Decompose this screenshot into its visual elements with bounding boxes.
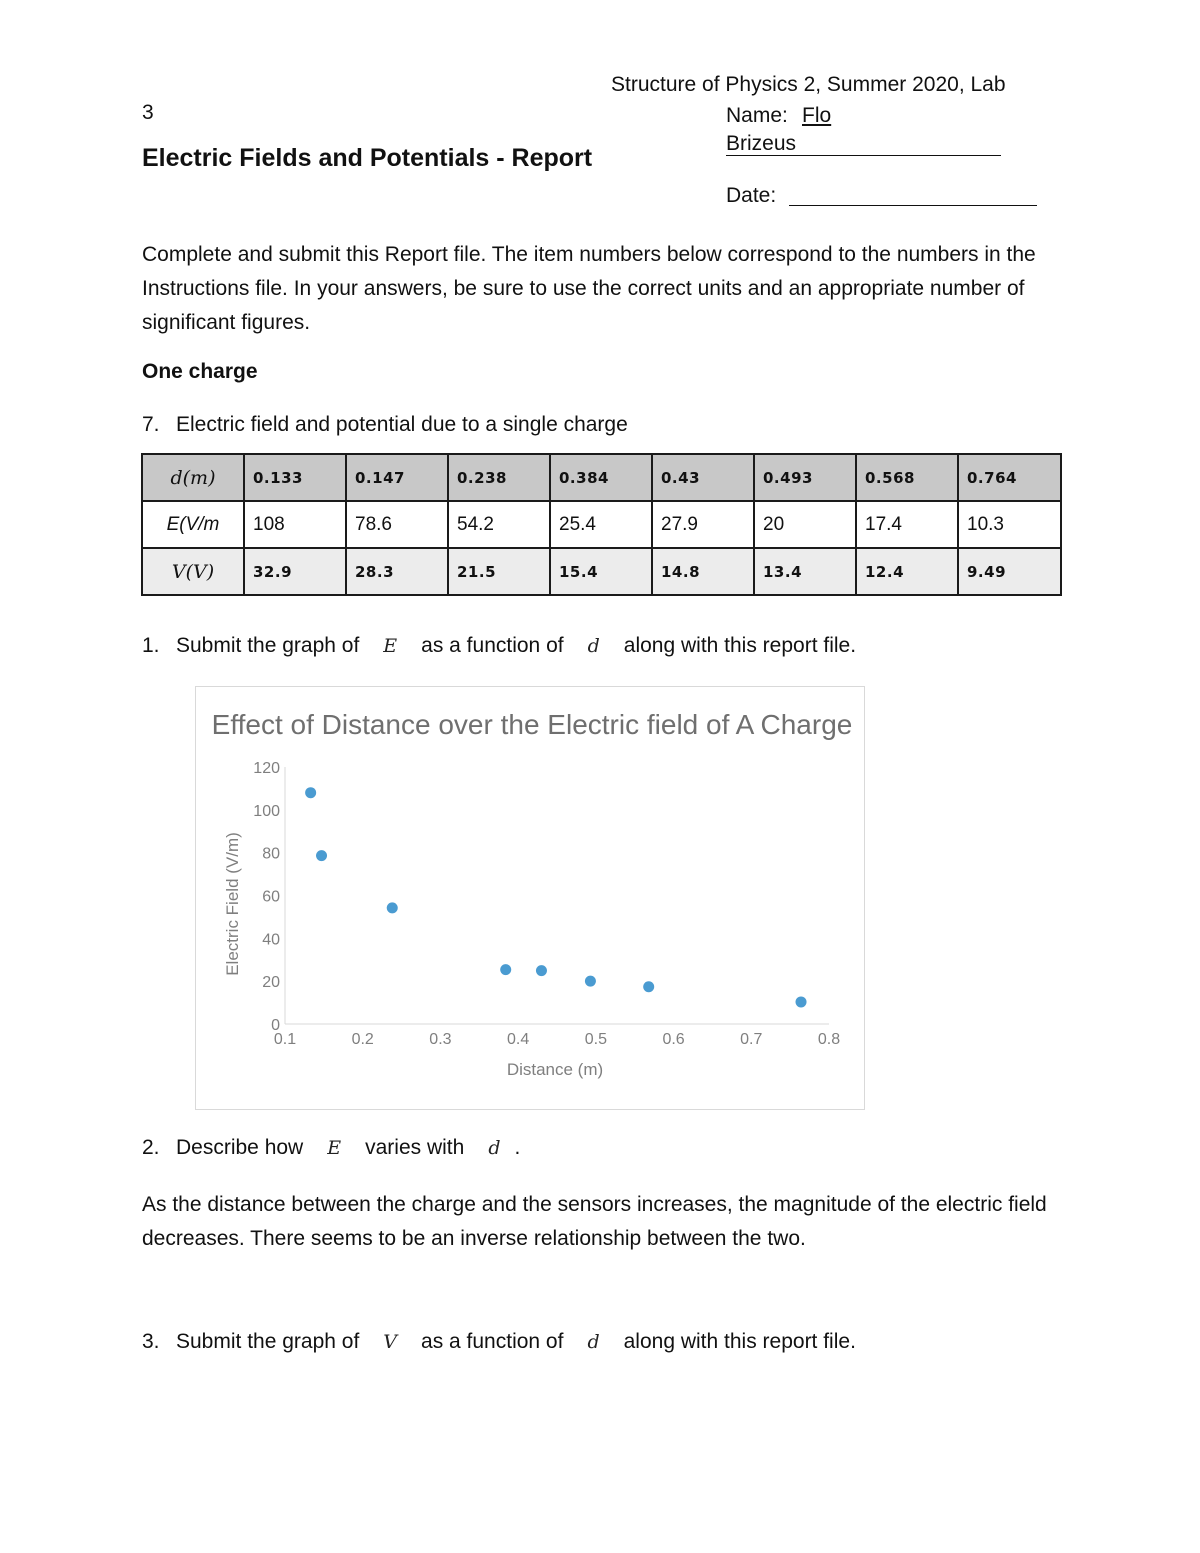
data-point — [536, 965, 547, 976]
table-cell: 0.147 — [346, 454, 448, 501]
table-cell: 0.568 — [856, 454, 958, 501]
table-cell: 0.493 — [754, 454, 856, 501]
scatter-chart — [196, 687, 864, 1109]
table-cell: 25.4 — [550, 501, 652, 548]
name-label: Name: — [726, 104, 788, 127]
data-point — [585, 976, 596, 987]
item-2-post: . — [514, 1136, 521, 1159]
item-7-text: Electric field and potential due to a single charge — [176, 413, 628, 436]
item-2-pre: Describe how — [176, 1136, 304, 1159]
x-tick-label: 0.5 — [584, 1031, 607, 1048]
table-cell: 28.3 — [346, 548, 448, 595]
item-2 — [142, 1136, 520, 1160]
chart-container — [195, 686, 865, 1110]
intro-paragraph: Complete and submit this Report file. The item numbers below correspond to the numbers in the Instructions file. In your answers, be sure to use the correct units and an appropriate number of significant figures. — [142, 243, 1036, 334]
data-point — [643, 981, 654, 992]
data-point — [316, 850, 327, 861]
y-tick-label: 20 — [262, 974, 280, 992]
table-row-field — [142, 501, 1061, 548]
table-cell: 108 — [244, 501, 346, 548]
table-cell: 0.238 — [448, 454, 550, 501]
lab-number: 3 — [142, 101, 154, 124]
data-points — [305, 787, 806, 1007]
table-row-distance — [142, 454, 1061, 501]
item-2-mid: varies with — [365, 1136, 465, 1159]
item-3-var-v: V — [383, 1331, 398, 1353]
y-tick-label: 80 — [262, 845, 280, 863]
y-tick-label: 100 — [253, 802, 280, 820]
chart-title: Effect of Distance over the Electric field of A Charge — [211, 709, 853, 740]
table-cell: 14.8 — [652, 548, 754, 595]
y-tick-label: 0 — [271, 1017, 280, 1034]
row-header-v: V(V) — [142, 548, 244, 595]
x-tick-labels — [274, 1031, 840, 1048]
x-axis-label: Distance (m) — [506, 1060, 604, 1079]
answer-2-paragraph: As the distance between the charge and the sensors increases, the magnitude of the electric field decreases. There seems to be an inverse relationship between the two. — [142, 1193, 1047, 1250]
item-3-mid: as a function of — [421, 1330, 564, 1353]
item-3-post: along with this report file. — [623, 1330, 856, 1353]
y-tick-label: 120 — [253, 760, 280, 777]
x-tick-label: 0.7 — [740, 1031, 763, 1048]
item-2-var-e: E — [327, 1137, 342, 1159]
item-1-pre: Submit the graph of — [176, 634, 360, 657]
table-row-potential — [142, 548, 1061, 595]
table-cell: 32.9 — [244, 548, 346, 595]
table-cell: 54.2 — [448, 501, 550, 548]
table-cell: 21.5 — [448, 548, 550, 595]
x-tick-label: 0.2 — [351, 1031, 374, 1048]
item-1-post: along with this report file. — [623, 634, 857, 657]
item-2-number: 2. — [142, 1136, 160, 1159]
document-title: Electric Fields and Potentials - Report — [142, 144, 593, 172]
x-tick-label: 0.3 — [429, 1031, 452, 1048]
item-1 — [142, 634, 856, 658]
name-last-value: Brizeus — [726, 133, 1001, 156]
table-cell: 13.4 — [754, 548, 856, 595]
item-7-number: 7. — [142, 413, 160, 436]
date-blank-line — [789, 205, 1037, 206]
row-header-e: E(V/m — [142, 501, 244, 548]
y-axis-label: Electric Field (V/m) — [223, 832, 242, 976]
x-tick-label: 0.1 — [273, 1031, 297, 1048]
item-3-pre: Submit the graph of — [176, 1330, 360, 1353]
table-cell: 0.764 — [958, 454, 1061, 501]
item-1-var-e: E — [383, 635, 398, 657]
table-cell: 10.3 — [958, 501, 1061, 548]
name-first-value: Flo — [802, 104, 832, 127]
table-cell: 15.4 — [550, 548, 652, 595]
table-cell: 20 — [754, 501, 856, 548]
table-cell: 17.4 — [856, 501, 958, 548]
data-point — [796, 996, 807, 1007]
item-3 — [142, 1330, 856, 1354]
date-label: Date: — [726, 184, 777, 207]
section-heading: One charge — [142, 360, 258, 383]
item-3-var-d: d — [587, 1331, 600, 1353]
data-point — [500, 964, 511, 975]
y-tick-label: 40 — [262, 931, 280, 949]
item-2-var-d: d — [488, 1137, 501, 1159]
data-point — [305, 787, 316, 798]
table-cell: 27.9 — [652, 501, 754, 548]
table-cell: 9.49 — [958, 548, 1061, 595]
table-cell: 78.6 — [346, 501, 448, 548]
data-table — [141, 453, 1062, 596]
item-1-mid: as a function of — [421, 634, 564, 657]
course-line: Structure of Physics 2, Summer 2020, Lab — [611, 73, 1006, 96]
table-cell: 12.4 — [856, 548, 958, 595]
x-tick-label: 0.6 — [662, 1031, 685, 1048]
table-cell: 0.133 — [244, 454, 346, 501]
table-cell: 0.384 — [550, 454, 652, 501]
item-7 — [142, 413, 628, 437]
x-tick-label: 0.4 — [507, 1031, 530, 1048]
item-3-number: 3. — [142, 1330, 160, 1353]
item-1-number: 1. — [142, 634, 160, 657]
y-tick-label: 60 — [262, 888, 280, 906]
y-tick-labels — [253, 760, 280, 1034]
table-cell: 0.43 — [652, 454, 754, 501]
x-tick-label: 0.8 — [817, 1031, 841, 1048]
item-1-var-d: d — [587, 635, 600, 657]
data-point — [387, 902, 398, 913]
row-header-d: d(m) — [142, 454, 244, 501]
